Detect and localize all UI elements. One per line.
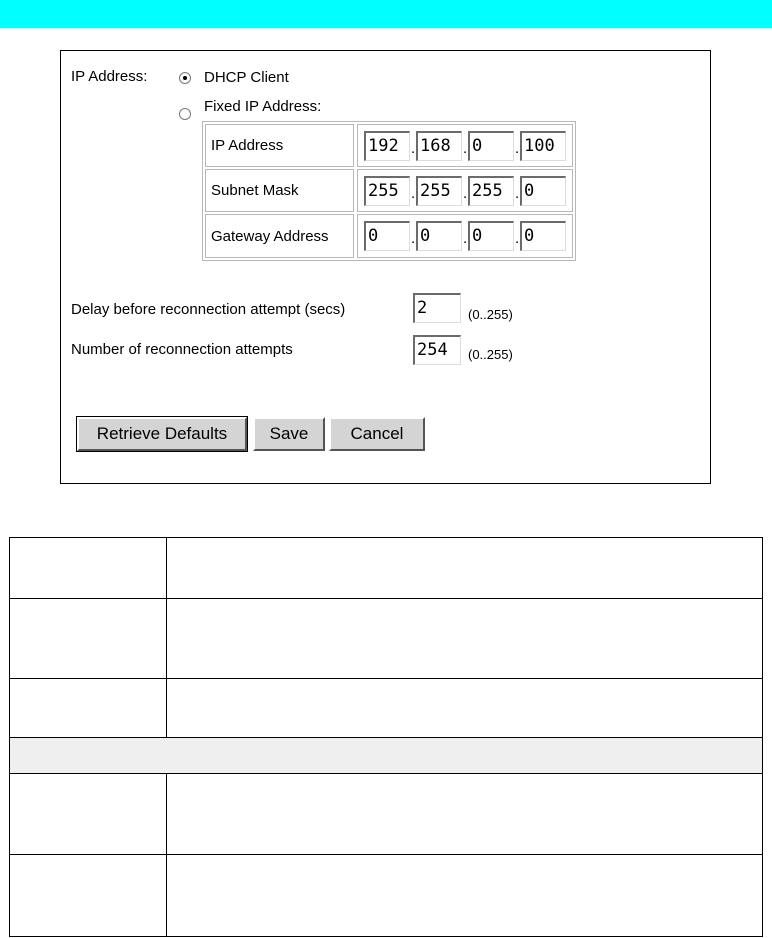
ip-octet-3[interactable]: 0 [468,131,514,161]
description-table [9,537,763,937]
subnet-octet-4[interactable]: 0 [520,176,566,206]
gateway-octet-2[interactable]: 0 [416,221,462,251]
fixed-ip-radio[interactable] [179,108,191,120]
octet-separator: . [411,185,416,202]
subnet-octet-2[interactable]: 255 [416,176,462,206]
octet-separator: . [463,140,468,157]
delay-label: Delay before reconnection attempt (secs) [71,301,346,318]
delay-range: (0..255) [468,307,513,322]
gateway-octet-1[interactable]: 0 [364,221,410,251]
octet-separator: . [515,185,520,202]
table-row-label-cell [205,214,354,258]
header-bar [0,0,772,28]
save-button[interactable]: Save [253,417,325,451]
octet-separator: . [515,140,520,157]
octet-separator: . [515,230,520,247]
attempts-range: (0..255) [468,347,513,362]
table-row [10,538,762,599]
table-row-label-cell [205,169,354,212]
octet-separator: . [411,230,416,247]
subnet-octet-3[interactable]: 255 [468,176,514,206]
attempts-label: Number of reconnection attempts [71,341,293,358]
subnet-octet-1[interactable]: 255 [364,176,410,206]
subnet-mask-octets-cell [357,169,573,212]
dhcp-label: DHCP Client [204,69,289,86]
ip-address-octets-cell [357,124,573,167]
octet-separator: . [411,140,416,157]
gateway-octets-cell [357,214,573,258]
retrieve-defaults-button[interactable]: Retrieve Defaults [77,417,247,451]
octet-separator: . [463,230,468,247]
dhcp-radio[interactable] [179,72,191,84]
settings-panel [60,50,711,484]
ip-octet-4[interactable]: 100 [520,131,566,161]
ip-octet-1[interactable]: 192 [364,131,410,161]
gateway-address-row-label: Gateway Address [211,228,329,245]
table-row [10,774,762,855]
octet-separator: . [463,185,468,202]
table-row-label-cell [205,124,354,167]
cancel-button[interactable]: Cancel [329,417,425,451]
table-section-row [10,738,762,774]
fixed-ip-label: Fixed IP Address: [204,98,322,115]
table-row [10,855,762,936]
fixed-ip-table [202,121,576,261]
gateway-octet-4[interactable]: 0 [520,221,566,251]
attempts-input[interactable]: 254 [413,335,461,365]
table-row [10,679,762,738]
delay-input[interactable]: 2 [413,293,461,323]
ip-address-label: IP Address: [71,68,148,85]
gateway-octet-3[interactable]: 0 [468,221,514,251]
ip-address-row-label: IP Address [211,137,284,154]
subnet-mask-row-label: Subnet Mask [211,182,299,199]
ip-octet-2[interactable]: 168 [416,131,462,161]
table-row [10,599,762,679]
